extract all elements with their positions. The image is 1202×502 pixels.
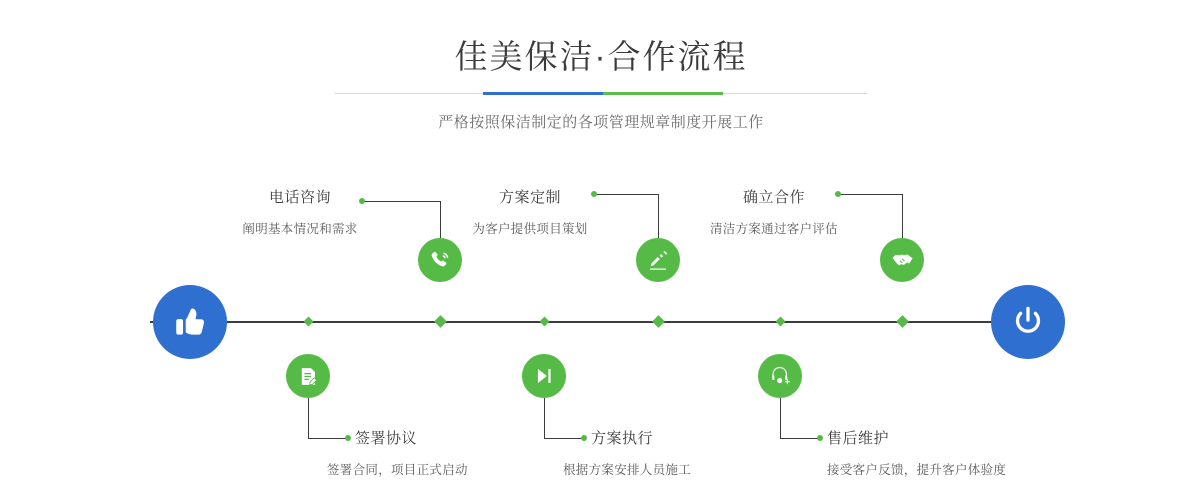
- step-4-node[interactable]: [522, 354, 566, 398]
- step-6-connector-horizontal: [780, 438, 820, 439]
- step-6-title: 售后维护: [827, 430, 890, 447]
- step-4-axis-marker: [540, 317, 550, 327]
- step-2-title: 签署协议: [355, 430, 418, 447]
- step-5-axis-marker: [896, 315, 909, 328]
- step-1-title: 电话咨询: [268, 189, 331, 206]
- divider-accent-blue: [483, 92, 603, 95]
- step-2-axis-marker: [304, 317, 314, 327]
- step-5-label: [714, 186, 834, 207]
- step-1-node[interactable]: [418, 238, 462, 282]
- timeline-axis: [150, 321, 1052, 323]
- step-3-node[interactable]: [636, 238, 680, 282]
- divider-accent-green: [603, 92, 723, 95]
- process-timeline: [0, 150, 1202, 502]
- page-subtitle: 严格按照保洁制定的各项管理规章制度开展工作: [438, 114, 764, 131]
- step-4-connector-dot: [581, 435, 587, 441]
- step-3-desc: 为客户提供项目策划: [472, 222, 588, 236]
- step-4-title: 方案执行: [591, 430, 654, 447]
- step-6-axis-marker: [776, 317, 786, 327]
- step-5-desc-wrap: [694, 212, 854, 237]
- step-2-desc-wrap: [327, 453, 557, 478]
- step-4-label: [591, 427, 711, 448]
- step-4-desc: 根据方案安排人员施工: [563, 463, 692, 477]
- step-5-connector-dot: [835, 191, 841, 197]
- step-1-axis-marker: [434, 315, 447, 328]
- thumbs-up-icon: [153, 285, 227, 359]
- step-4-connector-horizontal: [544, 438, 584, 439]
- step-1-connector-horizontal: [362, 201, 440, 202]
- step-5-connector-vertical: [902, 194, 903, 238]
- step-6-desc: 接受客户反馈，提升客户体验度: [827, 463, 1007, 477]
- step-6-connector-vertical: [780, 398, 781, 438]
- step-6-label: [827, 427, 947, 448]
- title-divider: [335, 92, 867, 95]
- step-3-connector-vertical: [658, 194, 659, 238]
- step-2-label: [355, 427, 475, 448]
- step-4-desc-wrap: [563, 453, 793, 478]
- step-3-title: 方案定制: [498, 189, 561, 206]
- step-2-desc: 签署合同，项目正式启动: [327, 463, 468, 477]
- step-2-connector-horizontal: [308, 438, 348, 439]
- step-5-node[interactable]: [880, 238, 924, 282]
- page-title: 佳美保洁·合作流程: [454, 38, 748, 75]
- step-3-connector-dot: [591, 191, 597, 197]
- step-2-node[interactable]: [286, 354, 330, 398]
- step-3-axis-marker: [652, 315, 665, 328]
- step-2-connector-dot: [345, 435, 351, 441]
- step-6-node[interactable]: [758, 354, 802, 398]
- page-header: [0, 0, 1202, 132]
- step-5-desc: 清洁方案通过客户评估: [709, 222, 838, 236]
- step-1-label: [240, 186, 360, 207]
- step-4-connector-vertical: [544, 398, 545, 438]
- step-3-desc-wrap: [430, 212, 630, 237]
- step-6-connector-dot: [817, 435, 823, 441]
- step-3-connector-horizontal: [594, 194, 658, 195]
- step-1-desc-wrap: [200, 212, 400, 237]
- step-2-connector-vertical: [308, 398, 309, 438]
- step-5-connector-horizontal: [838, 194, 902, 195]
- step-5-title: 确立合作: [742, 189, 805, 206]
- step-3-label: [470, 186, 590, 207]
- step-1-desc: 阐明基本情况和需求: [242, 222, 358, 236]
- step-6-desc-wrap: [827, 453, 1087, 478]
- power-icon: [991, 285, 1065, 359]
